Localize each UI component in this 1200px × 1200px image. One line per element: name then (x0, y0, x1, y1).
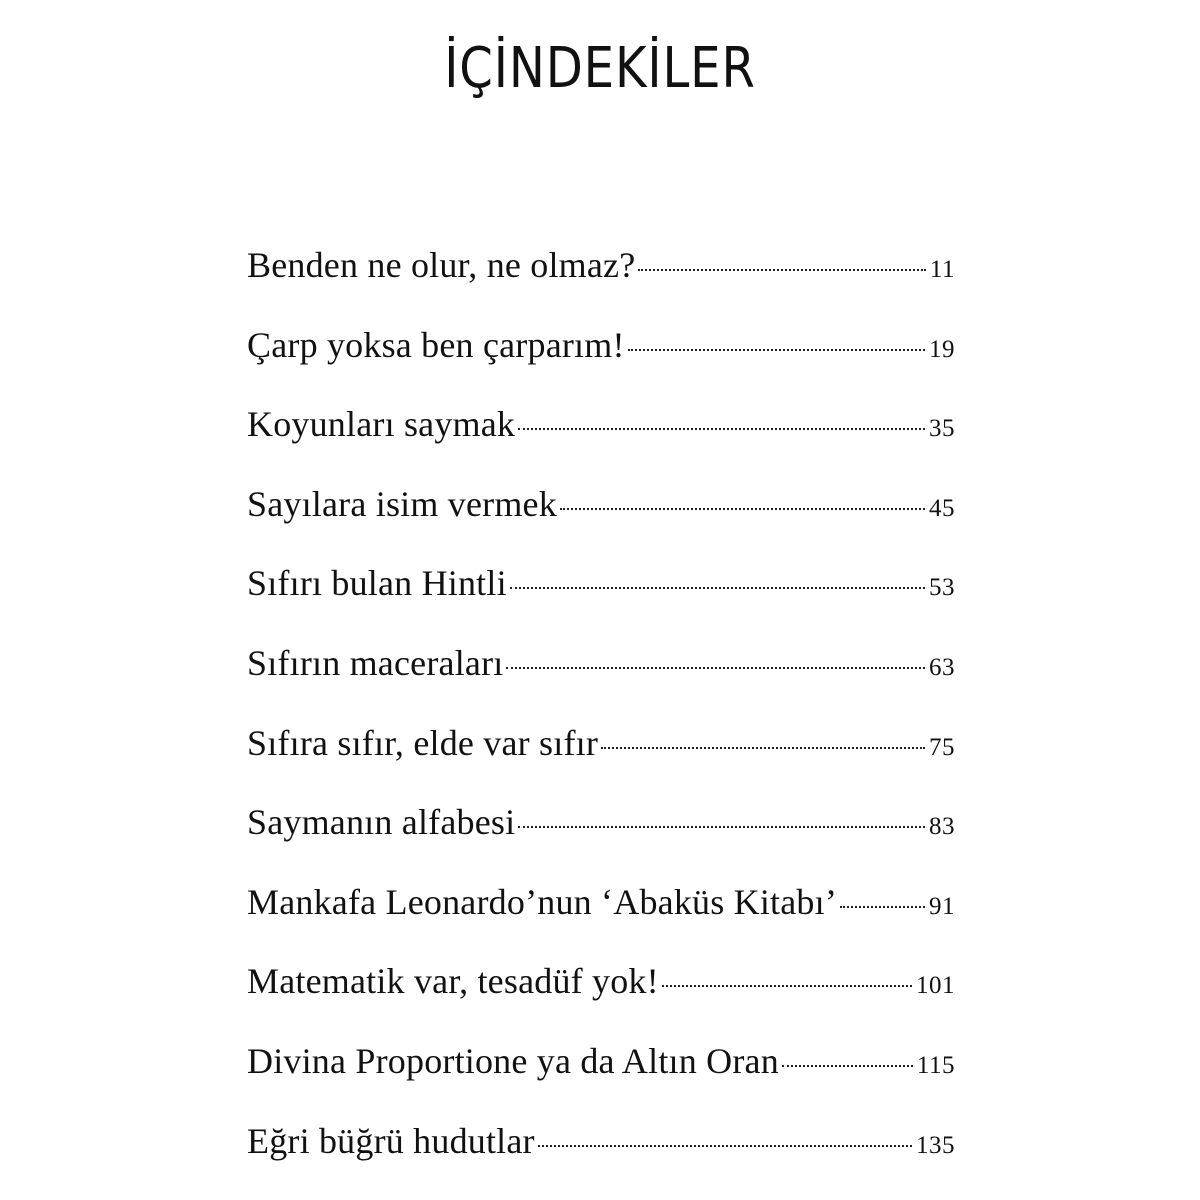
toc-entry[interactable] (247, 403, 955, 483)
toc-entry[interactable] (247, 244, 955, 324)
dot-leader (782, 1065, 913, 1067)
toc-entry-title: Sıfırı bulan Hintli (247, 563, 507, 604)
page-title: İÇİNDEKİLER (444, 36, 756, 101)
toc-entry[interactable] (247, 483, 955, 563)
toc-entry-page: 83 (929, 813, 955, 841)
toc-entry-title: Sıfıra sıfır, elde var sıfır (247, 722, 599, 763)
toc-entry-page: 75 (929, 733, 955, 761)
toc-entry-page: 53 (929, 574, 955, 602)
toc-entry[interactable] (247, 1040, 955, 1120)
toc-entry[interactable] (247, 881, 955, 961)
toc-entry[interactable] (247, 324, 955, 404)
toc-entry[interactable] (247, 960, 955, 1040)
toc-entry-title: Divina Proportione ya da Altın Oran (247, 1040, 779, 1081)
dot-leader (560, 508, 925, 510)
toc-entry-title: Sayılara isim vermek (247, 483, 557, 524)
table-of-contents (247, 244, 955, 1199)
dot-leader (538, 1145, 912, 1147)
toc-entry-page: 135 (916, 1131, 955, 1159)
toc-entry[interactable] (247, 642, 955, 722)
toc-entry-title: Benden ne olur, ne olmaz? (247, 245, 636, 285)
toc-entry-title: Saymanın alfabesi (247, 802, 516, 843)
dot-leader (506, 667, 925, 669)
toc-entry-page: 101 (916, 972, 955, 1000)
toc-entry-title: Çarp yoksa ben çarparım! (247, 324, 625, 365)
toc-entry-page: 115 (916, 1051, 955, 1079)
toc-entry-page: 45 (929, 494, 955, 522)
toc-entry[interactable] (247, 1120, 955, 1200)
toc-entry-title: Eğri büğrü hudutlar (247, 1120, 535, 1161)
dot-leader (518, 428, 925, 430)
dot-leader (662, 985, 912, 987)
dot-leader (638, 269, 926, 271)
toc-entry-title: Koyunları saymak (247, 404, 516, 445)
toc-entry-page: 35 (929, 415, 955, 443)
toc-entry[interactable] (247, 722, 955, 802)
toc-entry-page: 91 (929, 892, 955, 920)
dot-leader (840, 906, 925, 908)
toc-entry-page: 19 (929, 335, 955, 363)
toc-entry[interactable] (247, 562, 955, 642)
toc-entry-title: Sıfırın maceraları (247, 642, 504, 683)
toc-entry-page: 11 (929, 256, 955, 283)
toc-entry-title: Mankafa Leonardo’nun ‘Abaküs Kitabı’ (247, 881, 838, 922)
dot-leader (518, 826, 925, 828)
toc-entry-title: Matematik var, tesadüf yok! (247, 961, 659, 1002)
toc-entry-page: 63 (929, 653, 955, 681)
dot-leader (628, 349, 925, 351)
dot-leader (510, 587, 925, 589)
dot-leader (601, 747, 925, 749)
toc-entry[interactable] (247, 801, 955, 881)
